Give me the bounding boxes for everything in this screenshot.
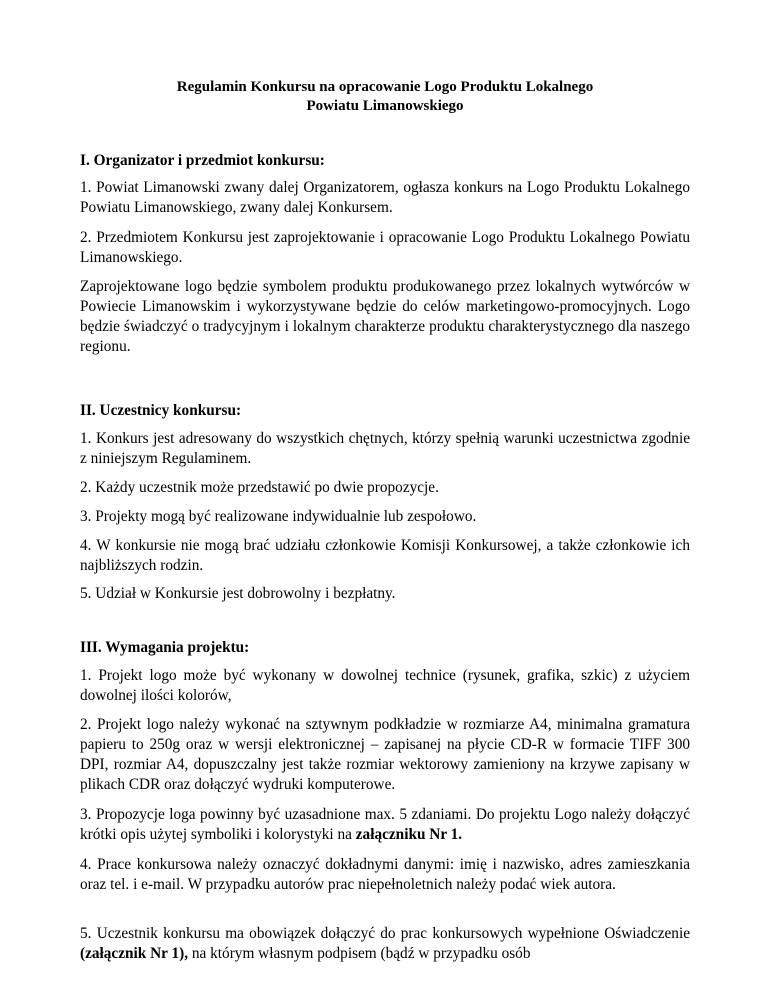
section-3-paragraph-3: [80, 805, 690, 845]
section-3-paragraph-1: 1. Projekt logo może być wykonany w dowolnej technice (rysunek, grafika, szkic) z użyciem dowolnej ilości kolorów,: [80, 667, 690, 704]
attachment-reference-2: (załącznik Nr 1),: [80, 945, 189, 962]
section-1-paragraph-3: Zaprojektowane logo będzie symbolem produktu produkowanego przez lokalnych wytwórców w Powiecie Limanowskim i wykorzystywane będzie do celów marketingowo-promocyjnych. Logo będzie świadczyć o tradycyjnym i lokalnym charakterze produktu charakterystycznego dla naszego regionu.: [80, 278, 690, 355]
section-2-heading: II. Uczestnicy konkursu:: [80, 402, 242, 419]
section-2-paragraph-2: 2. Każdy uczestnik może przedstawić po dwie propozycje.: [80, 479, 439, 496]
section-1-heading: I. Organizator i przedmiot konkursu:: [80, 152, 325, 169]
section-3-paragraph-2: 2. Projekt logo należy wykonać na sztywnym podkładzie w rozmiarze A4, minimalna gramatura papieru to 250g oraz w wersji elektronicznej – zapisanej na płycie CD-R w formacie TIFF 300 DPI, rozmiar A4, dopuszczalny jest także rozmiar wektorowy zamieniony na krzywe zapisany w plikach CDR oraz dołączyć wydruki komputerowe.: [80, 716, 690, 793]
section-3-paragraph-5-text-1: 5. Uczestnik konkursu ma obowiązek dołączyć do prac konkursowych wypełnione Oświadczenie: [80, 925, 690, 942]
section-3-paragraph-5: [80, 924, 690, 964]
section-1-paragraph-1: 1. Powiat Limanowski zwany dalej Organizatorem, ogłasza konkurs na Logo Produktu Lokalnego Powiatu Limanowskiego, zwany dalej Konkursem.: [80, 179, 690, 216]
attachment-reference: załączniku Nr 1.: [355, 826, 463, 843]
document-title: [80, 78, 690, 116]
section-3-paragraph-4: 4. Prace konkursowa należy oznaczyć dokładnymi danymi: imię i nazwisko, adres zamieszkania oraz tel. i e-mail. W przypadku autorów prac niepełnoletnich należy podać wiek autora.: [80, 856, 690, 893]
title-line-2: Powiatu Limanowskiego: [306, 98, 464, 114]
section-1-paragraph-2: 2. Przedmiotem Konkursu jest zaprojektowanie i opracowanie Logo Produktu Lokalnego Powiatu Limanowskiego.: [80, 229, 690, 266]
section-2-paragraph-5: 5. Udział w Konkursie jest dobrowolny i bezpłatny.: [80, 585, 396, 602]
section-2-paragraph-1: 1. Konkurs jest adresowany do wszystkich chętnych, którzy spełnią warunki uczestnictwa zgodnie z niniejszym Regulaminem.: [80, 430, 690, 467]
section-3-heading: III. Wymagania projektu:: [80, 639, 250, 656]
section-3-paragraph-3-text: 3. Propozycje loga powinny być uzasadnione max. 5 zdaniami. Do projektu Logo należy dołączyć krótki opis użytej symboliki i kolorystyki na: [80, 806, 690, 843]
section-3-paragraph-5-text-2: na którym własnym podpisem (bądź w przypadku osób: [188, 945, 531, 962]
title-line-1: Regulamin Konkursu na opracowanie Logo Produktu Lokalnego: [176, 79, 594, 95]
section-2-paragraph-3: 3. Projekty mogą być realizowane indywidualnie lub zespołowo.: [80, 508, 477, 525]
section-2-paragraph-4: 4. W konkursie nie mogą brać udziału członkowie Komisji Konkursowej, a także członkowie ich najbliższych rodzin.: [80, 537, 690, 574]
